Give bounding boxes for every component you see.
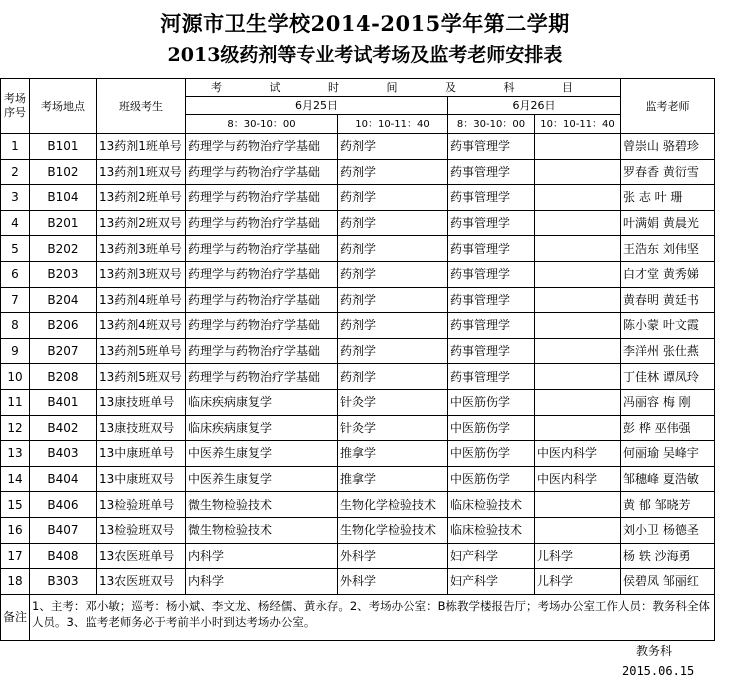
table-row xyxy=(1,134,715,160)
cell-s4 xyxy=(535,338,621,364)
table-row xyxy=(1,517,715,543)
table-row xyxy=(1,261,715,287)
cell-s4 xyxy=(535,210,621,236)
header-location: 考场地点 xyxy=(30,79,97,134)
cell-s2: 药剂学 xyxy=(338,236,448,262)
cell-no: 9 xyxy=(1,338,30,364)
cell-s2: 外科学 xyxy=(338,543,448,569)
cell-s2: 外科学 xyxy=(338,569,448,595)
cell-room: B101 xyxy=(30,134,97,160)
cell-proctor: 黄春明 黄廷书 xyxy=(621,287,715,313)
cell-s1: 微生物检验技术 xyxy=(186,492,338,518)
cell-s1: 内科学 xyxy=(186,569,338,595)
cell-no: 8 xyxy=(1,313,30,339)
cell-proctor: 陈小蒙 叶文霞 xyxy=(621,313,715,339)
cell-s3: 药事管理学 xyxy=(448,364,535,390)
cell-s4 xyxy=(535,389,621,415)
cell-s3: 临床检验技术 xyxy=(448,517,535,543)
cell-cls: 13药剂2班双号 xyxy=(97,210,186,236)
cell-room: B206 xyxy=(30,313,97,339)
cell-s3: 药事管理学 xyxy=(448,261,535,287)
header-slot-mid-1: 10：10-11：40 xyxy=(338,115,448,134)
cell-s1: 微生物检验技术 xyxy=(186,517,338,543)
cell-s3: 药事管理学 xyxy=(448,134,535,160)
cell-cls: 13药剂3班双号 xyxy=(97,261,186,287)
cell-s1: 药理学与药物治疗学基础 xyxy=(186,236,338,262)
cell-proctor: 张 志 叶 珊 xyxy=(621,185,715,211)
cell-s3: 妇产科学 xyxy=(448,569,535,595)
table-row xyxy=(1,210,715,236)
cell-room: B201 xyxy=(30,210,97,236)
cell-s1: 临床疾病康复学 xyxy=(186,389,338,415)
cell-s4 xyxy=(535,185,621,211)
note-row xyxy=(1,594,715,640)
cell-s1: 药理学与药物治疗学基础 xyxy=(186,364,338,390)
cell-room: B401 xyxy=(30,389,97,415)
cell-proctor: 冯丽容 梅 刚 xyxy=(621,389,715,415)
cell-s3: 药事管理学 xyxy=(448,210,535,236)
cell-s3: 中医筋伤学 xyxy=(448,389,535,415)
cell-room: B204 xyxy=(30,287,97,313)
title-line1: 河源市卫生学校2014-2015学年第二学期 xyxy=(160,11,570,36)
cell-s4: 儿科学 xyxy=(535,543,621,569)
cell-s2: 药剂学 xyxy=(338,210,448,236)
cell-s3: 药事管理学 xyxy=(448,185,535,211)
cell-s3: 中医筋伤学 xyxy=(448,466,535,492)
cell-s1: 中医养生康复学 xyxy=(186,441,338,467)
cell-no: 5 xyxy=(1,236,30,262)
cell-cls: 13药剂4班单号 xyxy=(97,287,186,313)
schedule-table xyxy=(0,78,715,641)
cell-proctor: 何丽瑜 吴峰宇 xyxy=(621,441,715,467)
cell-s1: 药理学与药物治疗学基础 xyxy=(186,261,338,287)
cell-cls: 13农医班单号 xyxy=(97,543,186,569)
cell-s2: 药剂学 xyxy=(338,313,448,339)
table-row xyxy=(1,338,715,364)
cell-cls: 13农医班双号 xyxy=(97,569,186,595)
cell-cls: 13检验班单号 xyxy=(97,492,186,518)
table-row xyxy=(1,415,715,441)
cell-proctor: 彭 桦 巫伟强 xyxy=(621,415,715,441)
cell-s1: 临床疾病康复学 xyxy=(186,415,338,441)
cell-s1: 药理学与药物治疗学基础 xyxy=(186,134,338,160)
cell-s3: 药事管理学 xyxy=(448,287,535,313)
cell-no: 14 xyxy=(1,466,30,492)
table-row xyxy=(1,364,715,390)
cell-cls: 13康技班双号 xyxy=(97,415,186,441)
cell-proctor: 丁佳林 谭凤玲 xyxy=(621,364,715,390)
cell-no: 1 xyxy=(1,134,30,160)
cell-s1: 药理学与药物治疗学基础 xyxy=(186,287,338,313)
cell-s1: 药理学与药物治疗学基础 xyxy=(186,313,338,339)
footer-date: 2015.06.15 xyxy=(622,664,695,678)
cell-no: 11 xyxy=(1,389,30,415)
cell-s4 xyxy=(535,415,621,441)
cell-room: B406 xyxy=(30,492,97,518)
cell-room: B407 xyxy=(30,517,97,543)
cell-s1: 内科学 xyxy=(186,543,338,569)
note-text: 1、主考：邓小敏；巡考：杨小斌、李文龙、杨经儒、黄永存。2、考场办公室：B栋教学楼报告厅；考场办公室工作人员：教务科全体人员。3、监考老师务必于考前半小时到达考场办公室。 xyxy=(30,594,715,640)
cell-cls: 13检验班双号 xyxy=(97,517,186,543)
table-row xyxy=(1,466,715,492)
table-row xyxy=(1,236,715,262)
header-slot-am-2: 8：30-10：00 xyxy=(448,115,535,134)
cell-s2: 推拿学 xyxy=(338,466,448,492)
header-exam-time-subject: 考 试 时 间 及 科 目 xyxy=(186,79,621,97)
footer-dept: 教务科 xyxy=(636,644,673,658)
cell-s4: 中医内科学 xyxy=(535,466,621,492)
cell-room: B402 xyxy=(30,415,97,441)
cell-room: B404 xyxy=(30,466,97,492)
table-row xyxy=(1,543,715,569)
cell-proctor: 刘小卫 杨德圣 xyxy=(621,517,715,543)
cell-cls: 13药剂2班单号 xyxy=(97,185,186,211)
cell-room: B208 xyxy=(30,364,97,390)
cell-cls: 13药剂4班双号 xyxy=(97,313,186,339)
cell-s4 xyxy=(535,134,621,160)
cell-s4 xyxy=(535,287,621,313)
cell-proctor: 白才堂 黄秀娣 xyxy=(621,261,715,287)
cell-room: B303 xyxy=(30,569,97,595)
cell-s3: 临床检验技术 xyxy=(448,492,535,518)
cell-s4 xyxy=(535,313,621,339)
cell-no: 17 xyxy=(1,543,30,569)
cell-cls: 13药剂5班双号 xyxy=(97,364,186,390)
table-row xyxy=(1,185,715,211)
cell-s2: 药剂学 xyxy=(338,134,448,160)
cell-s1: 药理学与药物治疗学基础 xyxy=(186,185,338,211)
cell-no: 2 xyxy=(1,159,30,185)
cell-s4 xyxy=(535,159,621,185)
cell-proctor: 杨 轶 沙海勇 xyxy=(621,543,715,569)
cell-s3: 药事管理学 xyxy=(448,338,535,364)
cell-proctor: 李洋州 张仕燕 xyxy=(621,338,715,364)
cell-s3: 药事管理学 xyxy=(448,313,535,339)
cell-proctor: 叶满娟 黄晨光 xyxy=(621,210,715,236)
cell-s2: 药剂学 xyxy=(338,261,448,287)
cell-proctor: 侯碧凤 邹丽红 xyxy=(621,569,715,595)
cell-no: 16 xyxy=(1,517,30,543)
cell-cls: 13药剂5班单号 xyxy=(97,338,186,364)
cell-no: 4 xyxy=(1,210,30,236)
cell-s1: 药理学与药物治疗学基础 xyxy=(186,338,338,364)
cell-proctor: 曾崇山 骆碧珍 xyxy=(621,134,715,160)
title-line2: 2013级药剂等专业考试考场及监考老师安排表 xyxy=(167,44,563,66)
cell-s3: 中医筋伤学 xyxy=(448,441,535,467)
cell-no: 10 xyxy=(1,364,30,390)
cell-cls: 13药剂1班双号 xyxy=(97,159,186,185)
cell-s4: 儿科学 xyxy=(535,569,621,595)
cell-s2: 针灸学 xyxy=(338,389,448,415)
cell-s2: 药剂学 xyxy=(338,287,448,313)
header-class: 班级考生 xyxy=(97,79,186,134)
cell-room: B207 xyxy=(30,338,97,364)
cell-room: B403 xyxy=(30,441,97,467)
cell-s1: 药理学与药物治疗学基础 xyxy=(186,210,338,236)
cell-proctor: 黄 郁 邹晓芳 xyxy=(621,492,715,518)
cell-no: 15 xyxy=(1,492,30,518)
cell-s2: 药剂学 xyxy=(338,159,448,185)
cell-no: 6 xyxy=(1,261,30,287)
header-date-2: 6月26日 xyxy=(448,97,621,115)
cell-proctor: 罗春香 黄衍雪 xyxy=(621,159,715,185)
cell-cls: 13药剂3班单号 xyxy=(97,236,186,262)
cell-s1: 药理学与药物治疗学基础 xyxy=(186,159,338,185)
cell-room: B408 xyxy=(30,543,97,569)
cell-room: B203 xyxy=(30,261,97,287)
table-row xyxy=(1,492,715,518)
cell-s4 xyxy=(535,492,621,518)
cell-s4 xyxy=(535,364,621,390)
cell-s2: 生物化学检验技术 xyxy=(338,492,448,518)
note-label: 备注 xyxy=(1,594,30,640)
header-slot-am-1: 8：30-10：00 xyxy=(186,115,338,134)
header-date-1: 6月25日 xyxy=(186,97,448,115)
table-row xyxy=(1,287,715,313)
cell-no: 12 xyxy=(1,415,30,441)
cell-no: 3 xyxy=(1,185,30,211)
cell-cls: 13中康班双号 xyxy=(97,466,186,492)
cell-no: 13 xyxy=(1,441,30,467)
cell-s2: 药剂学 xyxy=(338,364,448,390)
cell-s2: 针灸学 xyxy=(338,415,448,441)
cell-s3: 药事管理学 xyxy=(448,159,535,185)
header-room-no: 考场 序号 xyxy=(1,79,30,134)
cell-s4 xyxy=(535,261,621,287)
cell-s4 xyxy=(535,236,621,262)
cell-s3: 中医筋伤学 xyxy=(448,415,535,441)
table-row xyxy=(1,389,715,415)
cell-room: B202 xyxy=(30,236,97,262)
table-row xyxy=(1,569,715,595)
cell-room: B104 xyxy=(30,185,97,211)
cell-cls: 13康技班单号 xyxy=(97,389,186,415)
table-row xyxy=(1,159,715,185)
cell-s4 xyxy=(535,517,621,543)
cell-room: B102 xyxy=(30,159,97,185)
header-proctor: 监考老师 xyxy=(621,79,715,134)
cell-no: 7 xyxy=(1,287,30,313)
header-slot-mid-2: 10：10-11：40 xyxy=(535,115,621,134)
cell-no: 18 xyxy=(1,569,30,595)
cell-s4: 中医内科学 xyxy=(535,441,621,467)
cell-proctor: 王浩东 刘伟坚 xyxy=(621,236,715,262)
cell-s1: 中医养生康复学 xyxy=(186,466,338,492)
cell-s2: 生物化学检验技术 xyxy=(338,517,448,543)
cell-s2: 推拿学 xyxy=(338,441,448,467)
cell-s2: 药剂学 xyxy=(338,185,448,211)
cell-s2: 药剂学 xyxy=(338,338,448,364)
table-row xyxy=(1,441,715,467)
cell-s3: 药事管理学 xyxy=(448,236,535,262)
cell-cls: 13药剂1班单号 xyxy=(97,134,186,160)
cell-s3: 妇产科学 xyxy=(448,543,535,569)
table-row xyxy=(1,313,715,339)
cell-cls: 13中康班单号 xyxy=(97,441,186,467)
cell-proctor: 邹穗峰 夏浩敏 xyxy=(621,466,715,492)
